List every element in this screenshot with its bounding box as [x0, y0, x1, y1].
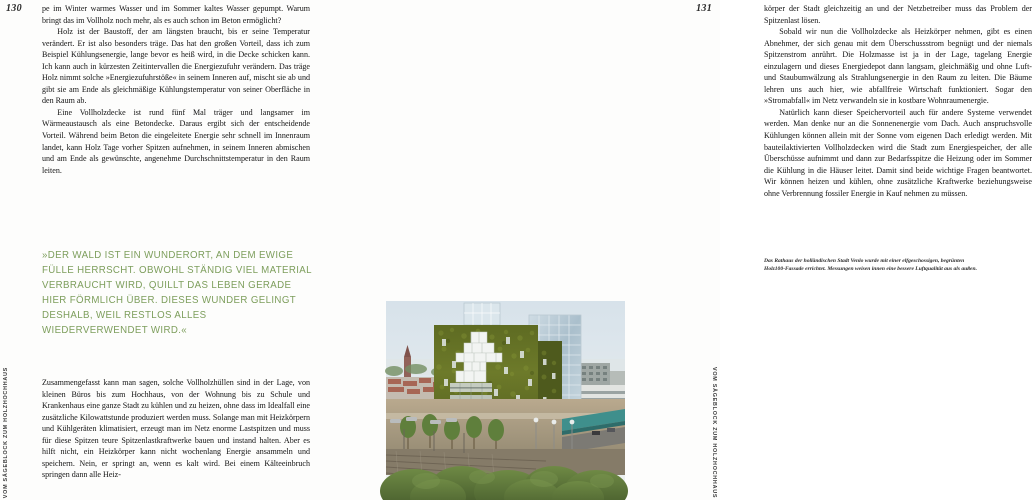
paragraph: Holz ist der Baustoff, der am längsten braucht, bis er seine Temperatur verändert. Er ist also besonders träge. Das hat den großen Vorteil, dass ich zum Beispiel Kühlungsenergie, lange bevor es heiß wird, in die Decke schicken kann. Ich kann auch in kürzesten Zeitintervallen die Energiezufuhr verändern. Das träge Holz nimmt solche »Energiezufuhrstöße« in seinem Inneren auf, mischt sie ab und gibt sie am Ende als gleichmäßige Kühlungstemperatur von seiner Oberfläche in den Raum ab. — [42, 27, 310, 106]
paragraph: Eine Vollholzdecke ist rund fünf Mal träger und langsamer im Wärmeaustausch als eine Betondecke. Daraus ergibt sich der entscheidende Vorteil. Während beim Beton die eingeleitete Energie sehr schnell im Innenraum landet, kann Holz Tage vorher Spitzen aufnehmen, in seinem Inneren abmischen und am Ende als gewünschte, angenehme Durchschnittstemperatur in den Raum leiten. — [42, 107, 310, 175]
page-number-right: 131 — [696, 3, 712, 14]
body-text-left-upper — [42, 3, 310, 176]
paragraph: Natürlich kann dieser Speichervorteil auch für andere Systeme verwendet werden. Man denke nur an die Sonnenenergie vom Dach. Auch anspruchsvolle Kühlungen können allein mit der Sonne vom eigenen Dach erledigt werden. Mit bauteilaktivierten Vollholzdecken wird die Stadt zum Energiespeicher, der alle Überschüsse aufnimmt und dann zur Bedarfsspitze die Heizung oder im Sommer die Kühlung in die Häuser leitet. Damit sind beide wichtige Fragen beantwortet. Wir können heizen und kühlen, ohne zusätzliche Kraftwerke beziehungsweise ohne Verbrennung fossiler Energie in Kauf nehmen zu müssen. — [764, 107, 1032, 198]
running-head-left: VOM SÄGEBLOCK ZUM HOLZHOCHHAUS — [3, 366, 9, 498]
figure-photo-venlo-city-hall — [386, 301, 625, 500]
left-page — [0, 0, 360, 500]
body-text-right — [764, 3, 1032, 199]
paragraph: pe im Winter warmes Wasser und im Sommer kaltes Wasser gepumpt. Warum bringt das im Vollholz noch mehr, als es auch schon im Beton ermöglicht? — [42, 4, 310, 25]
page-number-left: 130 — [6, 3, 22, 14]
paragraph: Sobald wir nun die Vollholzdecke als Heizkörper nehmen, gibt es einen Abnehmer, der sich genau mit dem Überschussstrom begnügt und der niemals Spitzenstrom anrührt. Die Holzmasse ist ja in der Lage, tagelang Energie einzulagern und dieses Energiedepot dann langsam, gleichmäßig und ohne Luft- und Staubumwälzung als Strahlungsenergie in den Raum zu leiten. Die Bäume lehren uns auch hier, wie abfallfreie Wirtschaft funktioniert. Sogar den »Stromabfall« im Netz verwandeln sie in kostbare Wohnraumenergie. — [764, 27, 1032, 106]
paragraph: Zusammengefasst kann man sagen, solche Vollholzhüllen sind in der Lage, von kleinen Büros bis zum Hochhaus, von der Wohnung bis zu Schule und Krankenhaus eine ganze Stadt zu kühlen und zu heizen, ohne dass im Idealfall eine zusätzliche Kilowattstunde produziert werden muss. Solange man mit Heizkörpern und Kühlgeräten klimatisiert, erzeugt man im Netz enorme Lastspitzen und muss für diese Spitzen teure Spitzenlastkraftwerke bauen und instand halten. Aber es hilft nicht, ein Heizkörper kann nicht wochenlang Energie ansammeln und speichern. Nein, er springt an, wenn es kalt wird. Bei einem Kälteeinbruch springen dann alle Heiz- — [42, 378, 310, 480]
body-text-left-lower — [42, 377, 310, 481]
figure-caption: Das Rathaus der holländischen Stadt Venlo wurde mit einer elfgeschossigen, begrünten Holz100-Fassade errichtet. Messungen weisen innen eine bessere Luftqualität aus als außen. — [764, 258, 977, 272]
pull-quote: »DER WALD IST EIN WUNDERORT, AN DEM EWIGE FÜLLE HERRSCHT. OBWOHL STÄNDIG VIEL MATERIAL VERBRAUCHT WIRD, QUILLT DAS LEBEN GERADE HIER FÖRMLICH ÜBER. DIESES WUNDER GELINGT DESHALB, WEIL RESTLOS ALLES WIEDERVERWENDET WIRD.« — [42, 250, 312, 336]
running-head-right: VOM SÄGEBLOCK ZUM HOLZHOCHHAUS — [711, 366, 717, 498]
paragraph: körper der Stadt gleichzeitig an und der Netzbetreiber muss das Problem der Spitzenlast lösen. — [764, 4, 1032, 25]
